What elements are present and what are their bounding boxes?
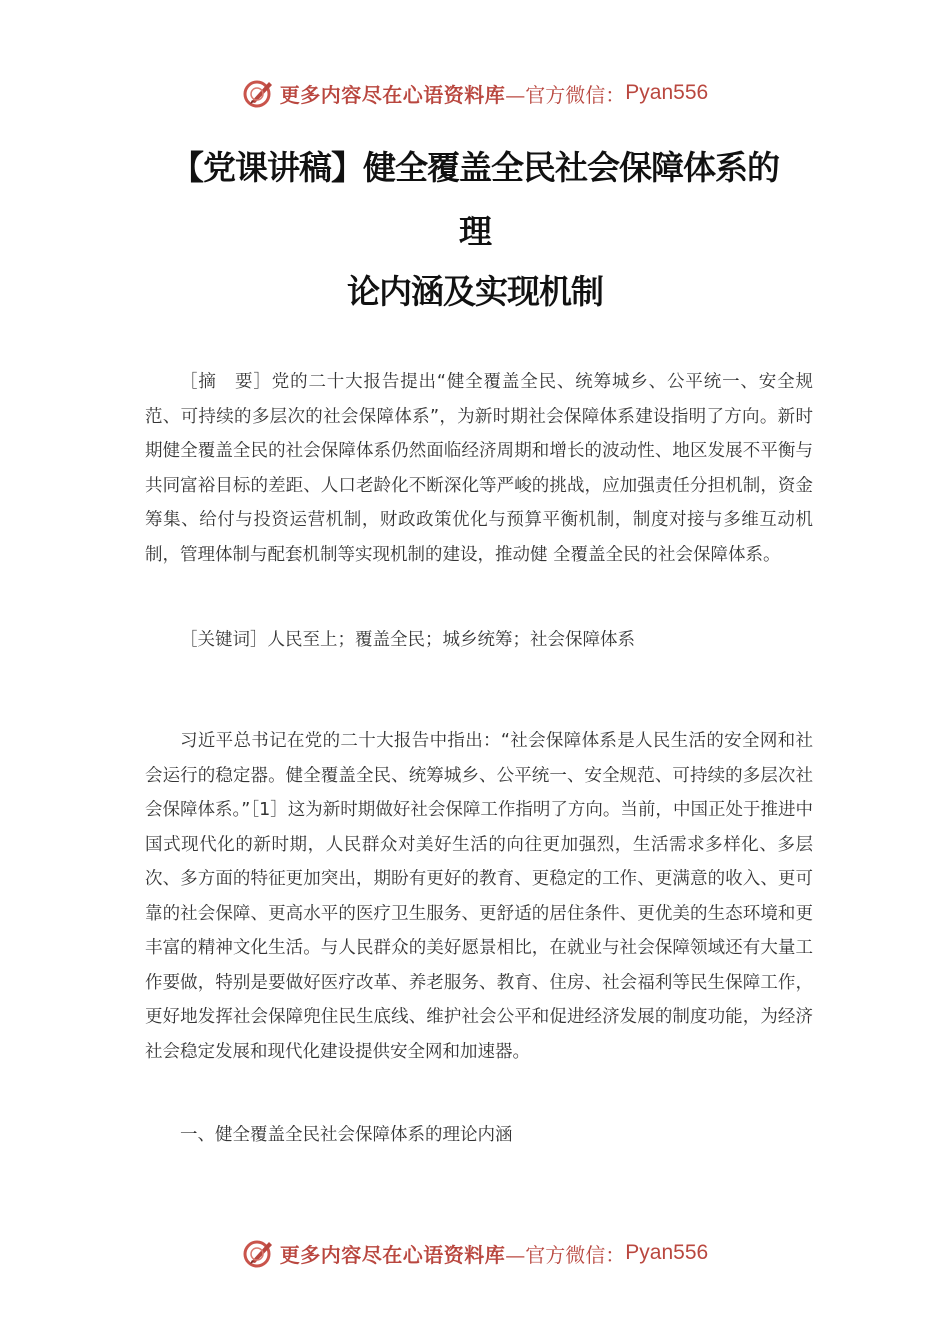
banner-main-text: 更多内容尽在心语资料库 [279,82,506,107]
document-title-line-1: 【党课讲稿】健全覆盖全民社会保障体系的 [171,148,779,187]
keywords-paragraph: ［关键词］人民至上；覆盖全民；城乡统筹；社会保障体系 [180,630,635,650]
quill-pen-logo-icon [242,1236,276,1270]
quill-pen-logo-icon [242,76,276,110]
header-banner [0,73,950,113]
banner-main-text: 更多内容尽在心语资料库 [279,1242,506,1267]
body-paragraph: 习近平总书记在党的二十大报告中指出：“社会保障体系是人民生活的安全网和社会运行的稳定器。健全覆盖全民、统筹城乡、公平统一、安全规范、可持续的多层次社会保障体系。”［1］这为新时期做好社会保障工作指明了方向。当前，中国正处于推进中国式现代化的新时期，人民群众对美好生活的向往更加强烈，生活需求多样化、多层次、多方面的特征更加突出，期盼有更好的教育、更稳定的工作、更满意的收入、更可靠的社会保障、更高水平的医疗卫生服务、更舒适的居住条件、更优美的生态环境和更丰富的精神文化生活。与人民群众的美好愿景相比，在就业与社会保障领域还有大量工作要做，特别是要做好医疗改革、养老服务、教育、住房、社会福利等民生保障工作，更好地发挥社会保障兜住民生底线、维护社会公平和促进经济发展的制度功能，为经济社会稳定发展和现代化建设提供安全网和加速器。 [145,731,813,1062]
document-title-line-2: 理 [459,212,491,251]
banner-wechat-label: —官方微信： [505,1242,626,1267]
banner-wechat-id: Pyan556 [625,1241,709,1264]
banner-wechat-id: Pyan556 [625,81,709,104]
banner-wechat-label: —官方微信： [505,82,626,107]
footer-banner [0,1233,950,1273]
abstract-paragraph: ［摘 要］党的二十大报告提出“健全覆盖全民、统筹城乡、公平统一、安全规范、可持续的多层次的社会保障体系”，为新时期社会保障体系建设指明了方向。新时期健全覆盖全民的社会保障体系仍然面临经济周期和增长的波动性、地区发展不平衡与共同富裕目标的差距、人口老龄化不断深化等严峻的挑战，应加强责任分担机制，资金筹集、给付与投资运营机制，财政政策优化与预算平衡机制，制度对接与多维互动机制，管理体制与配套机制等实现机制的建设，推动健 全覆盖全民的社会保障体系。 [145,372,813,565]
document-title-line-3: 论内涵及实现机制 [347,272,603,311]
section-heading: 一、健全覆盖全民社会保障体系的理论内涵 [180,1125,513,1145]
